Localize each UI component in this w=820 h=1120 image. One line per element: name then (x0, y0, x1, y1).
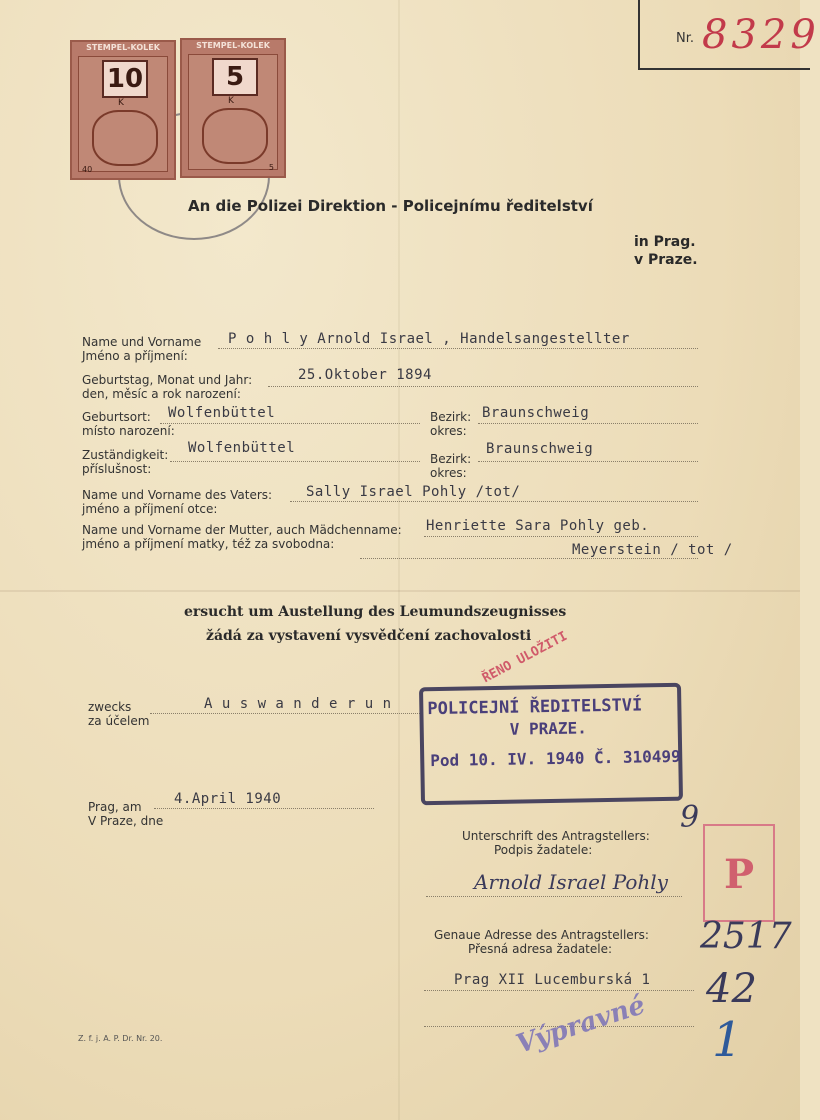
label-district-de: Bezirk: (430, 410, 472, 424)
label-birthplace-de: Geburtsort: (82, 410, 151, 424)
dotted-line (290, 501, 698, 502)
label-purpose-de: zwecks (88, 700, 132, 714)
label-father-de: Name und Vorname des Vaters: (82, 488, 273, 502)
value-jurisdiction: Wolfenbüttel (188, 440, 296, 456)
label-address-de: Genaue Adresse des Antragstellers: (434, 928, 649, 942)
dotted-line (424, 536, 698, 537)
lion-crest-icon (202, 108, 268, 164)
label-mother-cz: jméno a příjmení matky, též za svobodna: (82, 537, 335, 551)
dotted-line (360, 558, 698, 559)
label-name-cz: Jméno a příjmení: (82, 349, 188, 363)
label-date-de: Prag, am (88, 800, 142, 814)
fold-crease (0, 590, 800, 592)
stamp-footer: 5 (268, 163, 274, 172)
value-birthplace: Wolfenbüttel (168, 405, 276, 421)
label-father-cz: jméno a příjmení otce: (82, 502, 218, 516)
label-jurisdiction-de: Zuständigkeit: (82, 448, 169, 462)
label-birth-de: Geburtstag, Monat und Jahr: (82, 373, 253, 387)
label-signature-cz: Podpis žadatele: (494, 843, 593, 857)
value-mother: Henriette Sara Pohly geb. (426, 518, 650, 534)
value-district: Braunschweig (482, 405, 590, 421)
police-stamp-line2: V PRAZE. (509, 718, 587, 739)
fold-crease-vertical (398, 0, 400, 1120)
margin-note-2517: 2517 (700, 916, 792, 957)
label-birthplace-cz: místo narození: (82, 424, 175, 438)
addressee-city-cz: v Praze. (634, 252, 698, 268)
police-stamp (419, 683, 683, 806)
dotted-line (424, 990, 694, 991)
stamp-header: STEMPEL-KOLEK (196, 41, 270, 50)
tax-stamp-5 (180, 38, 286, 178)
value-father: Sally Israel Pohly /tot/ (306, 484, 521, 500)
red-p-stamp: P (703, 824, 775, 922)
label-birth-cz: den, měsíc a rok narození: (82, 387, 241, 401)
stamp-value: 5 (212, 58, 258, 96)
dotted-line (170, 461, 420, 462)
police-stamp-line1: POLICEJNÍ ŘEDITELSTVÍ (427, 695, 643, 720)
stamp-unit: K (118, 98, 124, 108)
stamp-header: STEMPEL-KOLEK (86, 43, 160, 52)
value-mother-maiden: Meyerstein / tot / (572, 542, 733, 558)
dotted-line (150, 713, 420, 714)
tax-stamp-10 (70, 40, 176, 180)
margin-note-42: 42 (706, 966, 757, 1012)
label-district-cz: okres: (430, 466, 467, 480)
label-district-de: Bezirk: (430, 452, 472, 466)
label-jurisdiction-cz: příslušnost: (82, 462, 152, 476)
addressee-line: An die Polizei Direktion - Policejnímu ředitelství (188, 197, 593, 215)
value-address: Prag XII Lucemburská 1 (454, 972, 651, 988)
addressee-city-de: in Prag. (634, 234, 696, 250)
label-date-cz: V Praze, dne (88, 814, 164, 828)
dotted-line (478, 423, 698, 424)
dotted-line (478, 461, 698, 462)
vypravne-stamp: Výpravné (512, 990, 649, 1060)
value-purpose: A u s w a n d e r u n (204, 696, 392, 712)
police-stamp-line3: Pod 10. IV. 1940 Č. 310499 (430, 746, 681, 771)
value-district: Braunschweig (486, 441, 594, 457)
value-date: 4.April 1940 (174, 791, 282, 807)
label-signature-de: Unterschrift des Antragstellers: (462, 829, 650, 843)
request-de: ersucht um Austellung des Leumundszeugnisses (184, 604, 567, 620)
margin-note-9: 9 (680, 800, 700, 835)
label-name-de: Name und Vorname (82, 335, 202, 349)
lion-crest-icon (92, 110, 158, 166)
number-box (638, 0, 820, 70)
signature-handwritten: Arnold Israel Pohly (474, 870, 668, 894)
dotted-line (268, 386, 698, 387)
value-birth: 25.Oktober 1894 (298, 367, 432, 383)
stamp-footer: 40 (82, 165, 93, 174)
label-address-cz: Přesná adresa žadatele: (468, 942, 613, 956)
margin-note-1: 1 (712, 1012, 743, 1068)
form-footer-code: Z. f. j. A. P. Dr. Nr. 20. (78, 1034, 163, 1043)
dotted-line (218, 348, 698, 349)
label-purpose-cz: za účelem (88, 714, 150, 728)
stamp-value: 10 (102, 60, 148, 98)
red-stamp-text: ŘENO ULOŽITI (479, 628, 570, 687)
label-district-cz: okres: (430, 424, 467, 438)
request-cz: žádá za vystavení vysvědčení zachovalosti (206, 628, 532, 644)
number-value: 8329 (702, 12, 820, 58)
dotted-line (154, 808, 374, 809)
number-label: Nr. (676, 31, 695, 46)
dotted-line (160, 423, 420, 424)
value-name: P o h l y Arnold Israel , Handelsangestellter (228, 331, 630, 347)
stamp-unit: K (228, 96, 234, 106)
dotted-line (426, 896, 682, 897)
label-mother-de: Name und Vorname der Mutter, auch Mädchenname: (82, 523, 402, 537)
